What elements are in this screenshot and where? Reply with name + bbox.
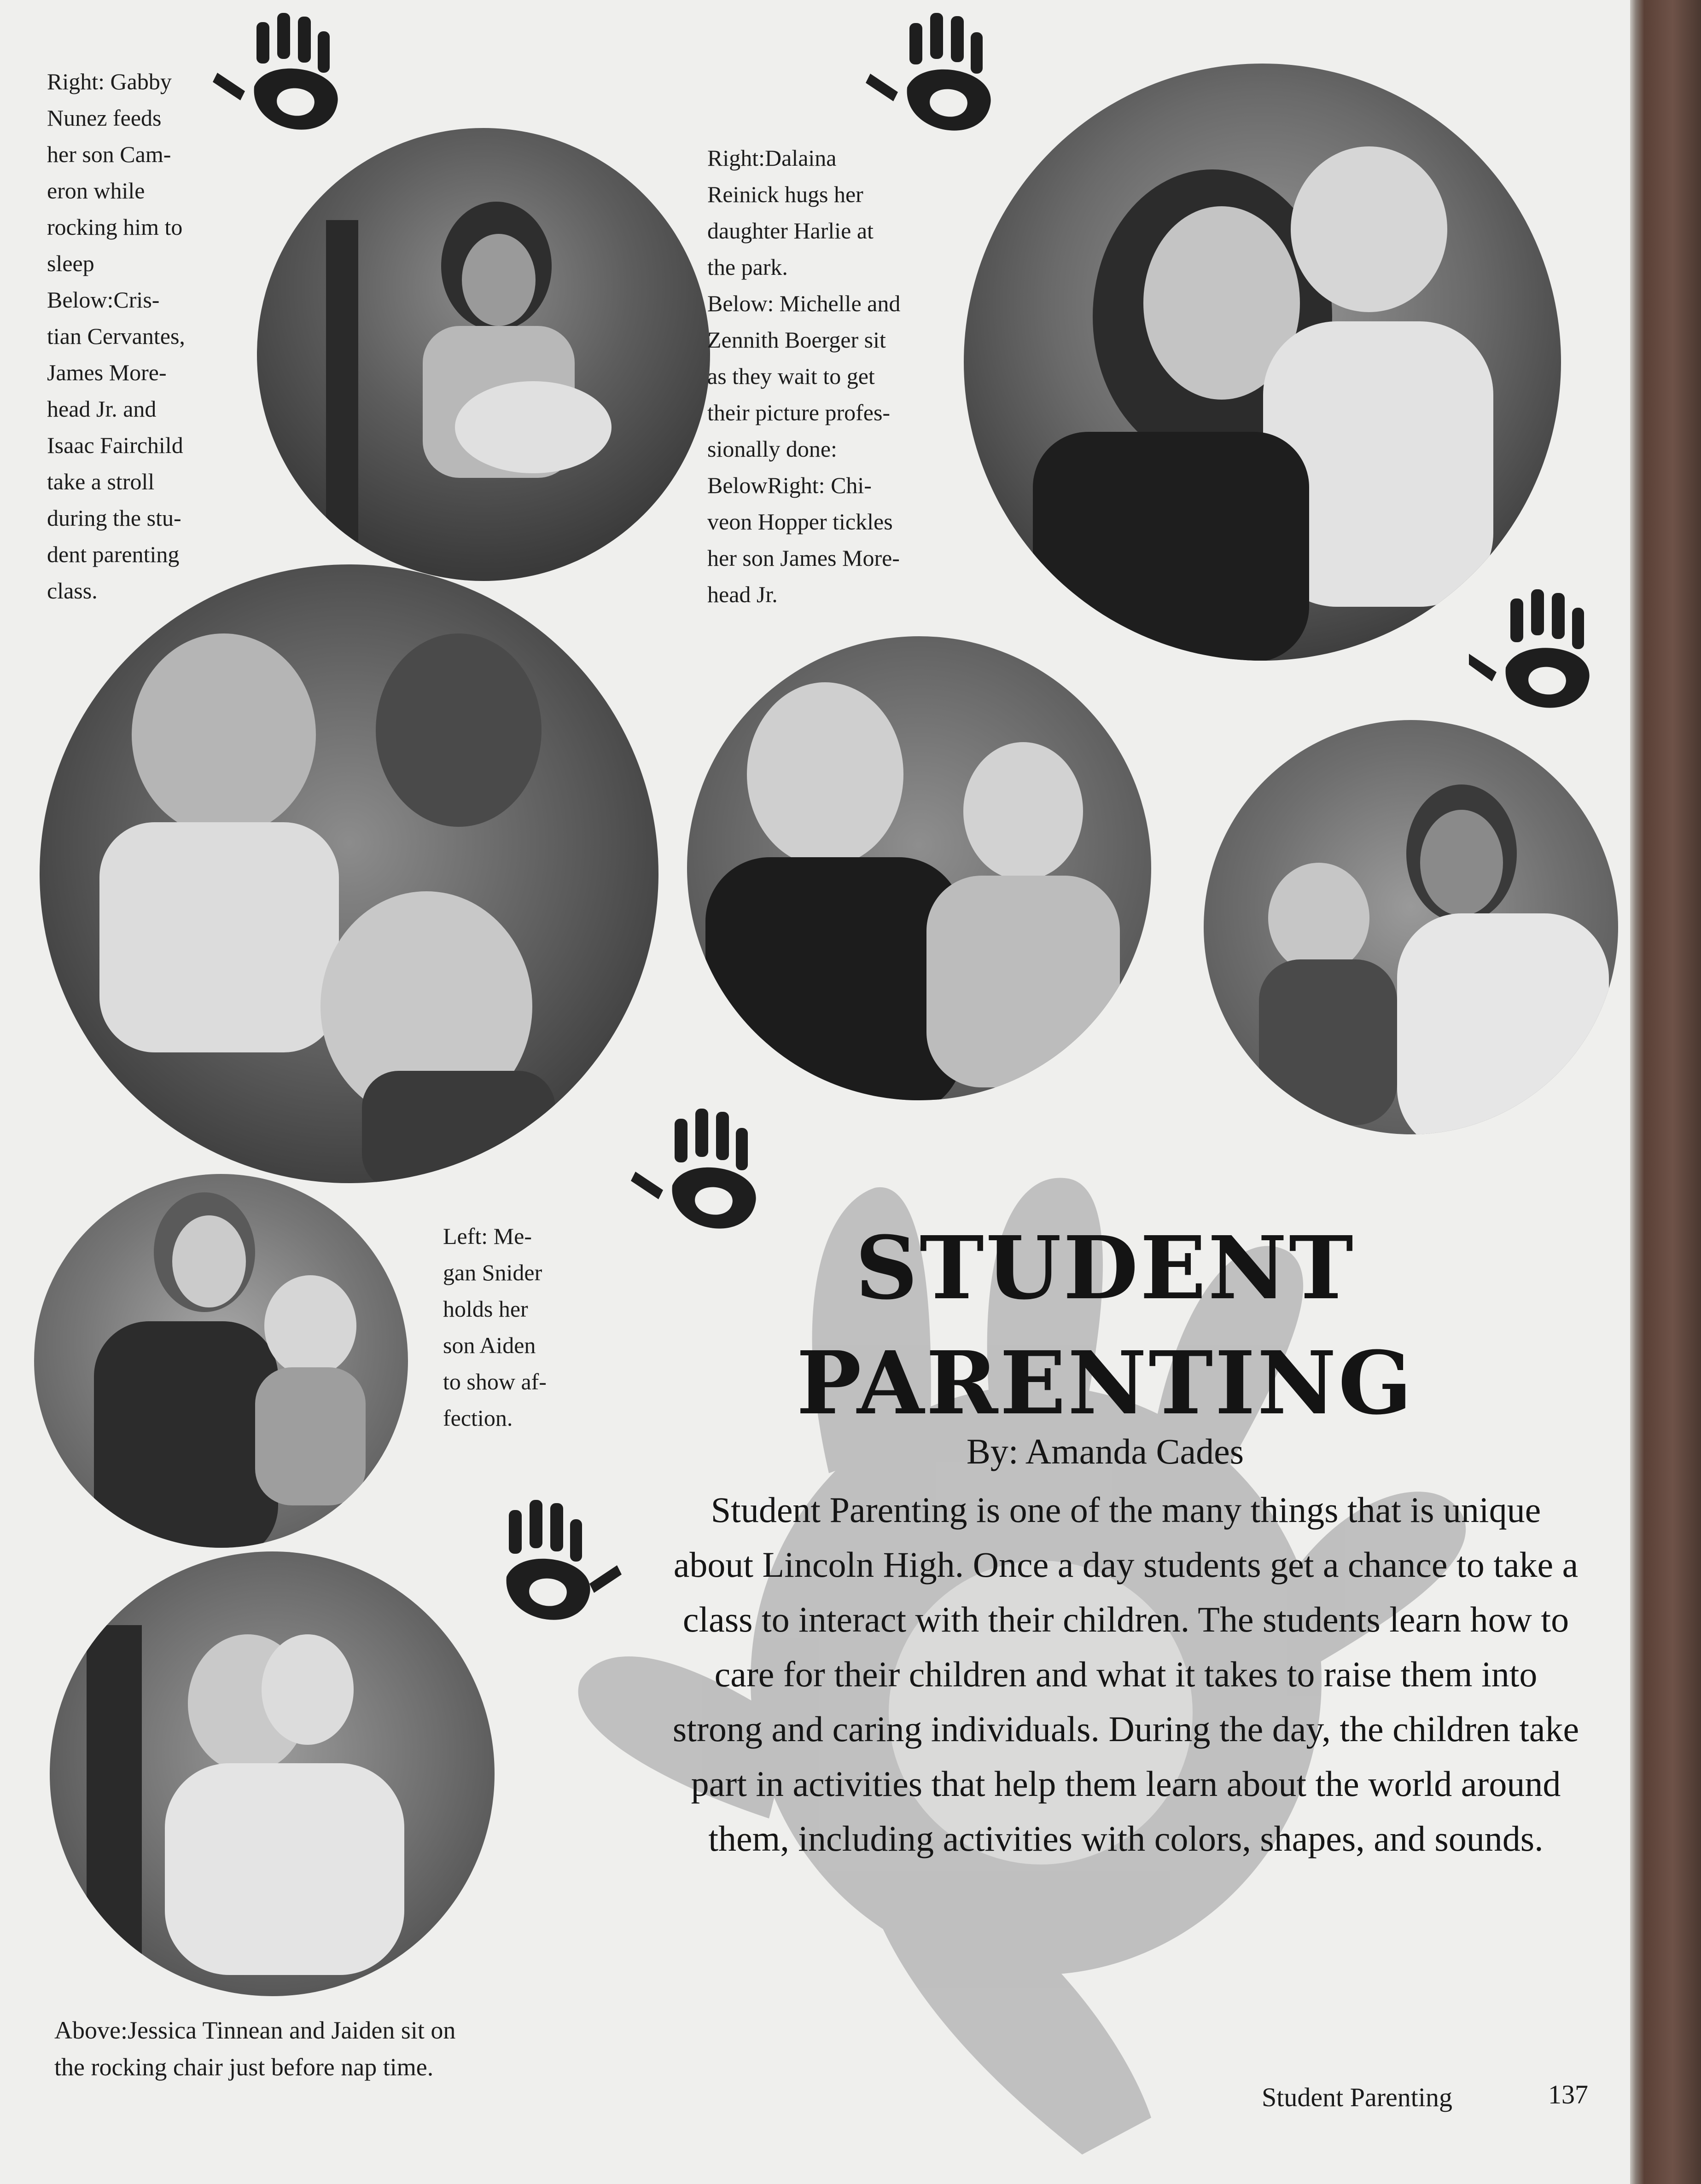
article-byline: By: Amanda Cades <box>966 1431 1244 1471</box>
photo-dalaina-harlie <box>964 64 1561 661</box>
photo-gabby-feeding <box>257 128 710 581</box>
photo-chiveon-james <box>1204 720 1618 1134</box>
caption-jessica: Above:Jessica Tinnean and Jaiden sit on the rocking chair just before nap time. <box>54 2016 456 2081</box>
book-spine <box>1630 0 1701 2184</box>
page-number: 137 <box>1548 2079 1588 2109</box>
caption-gabby: Right: Gabby Nunez feeds her son Cam- eron while rocking him to sleep Below:Cris- tian Cervantes, James More- head Jr. and Isaac Fairchild take a stroll during the stu- dent parenting class. <box>47 69 185 604</box>
photo-michelle-zennith <box>687 636 1151 1100</box>
caption-megan: Left: Me- gan Snider holds her son Aiden to show af- fection. <box>443 1223 547 1431</box>
article-body: Student Parenting is one of the many things that is unique about Lincoln High. Once a day students get a chance to take a class to interact with their children. The students learn how to care for their children and what it takes to raise them into strong and caring individuals. During the day, the children take part in activities that help them learn about the world around them, including activities with colors, shapes, and sounds. <box>672 1490 1579 1859</box>
photo-jessica-jaiden <box>50 1551 495 1996</box>
photo-toddlers-stroll <box>40 564 658 1183</box>
handprint-icon <box>1469 585 1621 732</box>
handprint-icon <box>465 1496 622 1648</box>
caption-dalaina: Right:Dalaina Reinick hugs her daughter Harlie at the park. Below: Michelle and Zennith Boerger sit as they wait to get their picture profes- sionally done: BelowRight: Chi- veon Hopper tickles her son James More- head Jr. <box>707 145 901 607</box>
handprint-icon <box>866 9 1022 157</box>
footer-section-name: Student Parenting <box>1262 2082 1453 2112</box>
photo-megan-aiden <box>34 1174 408 1548</box>
article-title: STUDENT PARENTING <box>796 1217 1414 1434</box>
